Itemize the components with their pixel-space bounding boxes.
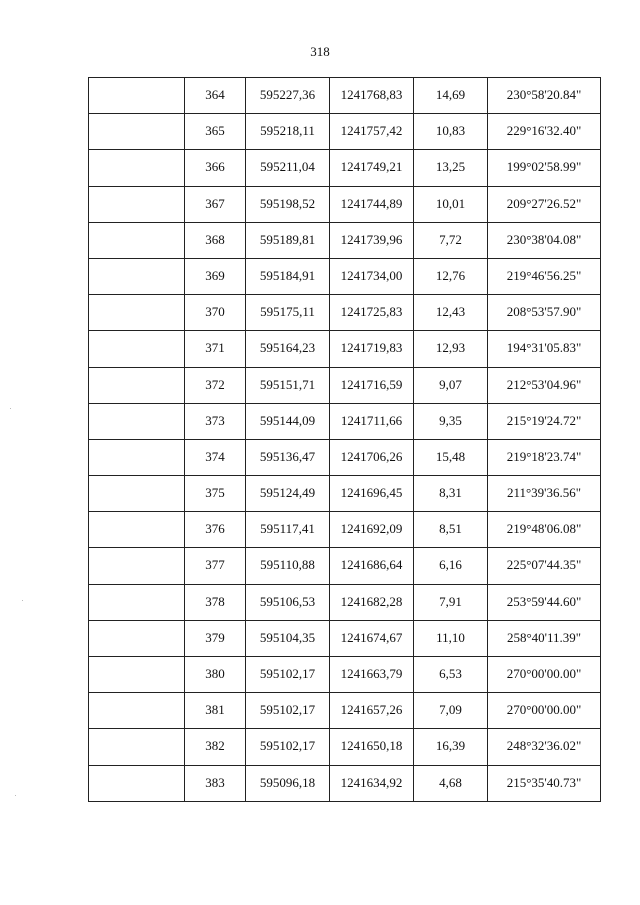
cell-y: 1241749,21 [330,150,414,186]
table-row [89,439,601,475]
cell-angle: 212°53'04.96" [488,367,601,403]
blank-cell [89,693,185,729]
blank-cell [89,150,185,186]
blank-cell [89,222,185,258]
cell-x: 595110,88 [246,548,330,584]
cell-x: 595218,11 [246,114,330,150]
cell-y: 1241657,26 [330,693,414,729]
cell-length: 4,68 [414,765,488,801]
table-row [89,476,601,512]
cell-length: 16,39 [414,729,488,765]
cell-angle: 270°00'00.00" [488,693,601,729]
blank-cell [89,367,185,403]
cell-angle: 270°00'00.00" [488,657,601,693]
cell-y: 1241725,83 [330,295,414,331]
cell-angle: 229°16'32.40" [488,114,601,150]
cell-y: 1241686,64 [330,548,414,584]
cell-point: 372 [185,367,246,403]
cell-length: 14,69 [414,78,488,114]
blank-cell [89,620,185,656]
cell-point: 367 [185,186,246,222]
scan-speck [15,795,16,796]
cell-angle: 215°35'40.73" [488,765,601,801]
blank-cell [89,186,185,222]
cell-angle: 219°48'06.08" [488,512,601,548]
cell-point: 375 [185,476,246,512]
cell-angle: 258°40'11.39" [488,620,601,656]
table-row [89,729,601,765]
cell-x: 595211,04 [246,150,330,186]
cell-x: 595102,17 [246,693,330,729]
cell-angle: 194°31'05.83" [488,331,601,367]
table-row [89,548,601,584]
cell-x: 595124,49 [246,476,330,512]
cell-point: 366 [185,150,246,186]
blank-cell [89,78,185,114]
table-row [89,186,601,222]
cell-point: 371 [185,331,246,367]
cell-point: 379 [185,620,246,656]
cell-angle: 208°53'57.90" [488,295,601,331]
cell-y: 1241711,66 [330,403,414,439]
cell-angle: 219°46'56.25" [488,258,601,294]
cell-point: 380 [185,657,246,693]
cell-point: 364 [185,78,246,114]
table-row [89,693,601,729]
cell-y: 1241734,00 [330,258,414,294]
cell-x: 595175,11 [246,295,330,331]
cell-y: 1241716,59 [330,367,414,403]
scan-speck [22,600,23,601]
cell-x: 595096,18 [246,765,330,801]
cell-y: 1241682,28 [330,584,414,620]
cell-length: 13,25 [414,150,488,186]
blank-cell [89,584,185,620]
cell-angle: 248°32'36.02" [488,729,601,765]
cell-point: 378 [185,584,246,620]
cell-angle: 199°02'58.99" [488,150,601,186]
blank-cell [89,295,185,331]
blank-cell [89,439,185,475]
table-row [89,258,601,294]
blank-cell [89,657,185,693]
cell-length: 8,51 [414,512,488,548]
cell-y: 1241706,26 [330,439,414,475]
cell-y: 1241757,42 [330,114,414,150]
cell-length: 8,31 [414,476,488,512]
cell-length: 6,53 [414,657,488,693]
cell-length: 9,35 [414,403,488,439]
table-row [89,584,601,620]
cell-angle: 225°07'44.35" [488,548,601,584]
cell-length: 15,48 [414,439,488,475]
cell-point: 374 [185,439,246,475]
cell-length: 12,76 [414,258,488,294]
page-number: 318 [310,44,330,59]
cell-length: 10,01 [414,186,488,222]
cell-x: 595164,23 [246,331,330,367]
cell-length: 10,83 [414,114,488,150]
blank-cell [89,729,185,765]
cell-point: 381 [185,693,246,729]
cell-x: 595227,36 [246,78,330,114]
blank-cell [89,258,185,294]
cell-length: 7,91 [414,584,488,620]
cell-point: 382 [185,729,246,765]
cell-length: 7,09 [414,693,488,729]
cell-angle: 230°38'04.08" [488,222,601,258]
coordinates-table [88,77,601,802]
table-row [89,403,601,439]
cell-x: 595102,17 [246,729,330,765]
cell-point: 376 [185,512,246,548]
cell-length: 6,16 [414,548,488,584]
blank-cell [89,765,185,801]
cell-y: 1241674,67 [330,620,414,656]
table-row [89,295,601,331]
cell-x: 595144,09 [246,403,330,439]
table-row [89,222,601,258]
cell-x: 595102,17 [246,657,330,693]
cell-y: 1241719,83 [330,331,414,367]
cell-length: 12,43 [414,295,488,331]
cell-y: 1241768,83 [330,78,414,114]
cell-x: 595189,81 [246,222,330,258]
table-row [89,114,601,150]
table-row [89,512,601,548]
table-row [89,78,601,114]
cell-length: 9,07 [414,367,488,403]
cell-point: 369 [185,258,246,294]
table-row [89,765,601,801]
cell-x: 595151,71 [246,367,330,403]
cell-length: 12,93 [414,331,488,367]
blank-cell [89,114,185,150]
cell-angle: 209°27'26.52" [488,186,601,222]
cell-angle: 215°19'24.72" [488,403,601,439]
cell-y: 1241634,92 [330,765,414,801]
cell-x: 595106,53 [246,584,330,620]
cell-angle: 211°39'36.56" [488,476,601,512]
coordinates-table-body [89,78,601,802]
cell-y: 1241663,79 [330,657,414,693]
cell-x: 595136,47 [246,439,330,475]
cell-y: 1241692,09 [330,512,414,548]
cell-point: 368 [185,222,246,258]
blank-cell [89,512,185,548]
cell-point: 383 [185,765,246,801]
cell-y: 1241650,18 [330,729,414,765]
scan-speck [10,408,11,409]
cell-angle: 253°59'44.60" [488,584,601,620]
cell-x: 595117,41 [246,512,330,548]
cell-length: 7,72 [414,222,488,258]
table-row [89,657,601,693]
cell-angle: 219°18'23.74" [488,439,601,475]
cell-angle: 230°58'20.84" [488,78,601,114]
blank-cell [89,331,185,367]
cell-y: 1241739,96 [330,222,414,258]
cell-point: 377 [185,548,246,584]
cell-x: 595104,35 [246,620,330,656]
blank-cell [89,548,185,584]
table-row [89,367,601,403]
cell-point: 373 [185,403,246,439]
table-row [89,620,601,656]
blank-cell [89,476,185,512]
cell-length: 11,10 [414,620,488,656]
cell-y: 1241744,89 [330,186,414,222]
cell-point: 370 [185,295,246,331]
table-row [89,150,601,186]
blank-cell [89,403,185,439]
cell-x: 595184,91 [246,258,330,294]
cell-point: 365 [185,114,246,150]
cell-y: 1241696,45 [330,476,414,512]
table-row [89,331,601,367]
cell-x: 595198,52 [246,186,330,222]
